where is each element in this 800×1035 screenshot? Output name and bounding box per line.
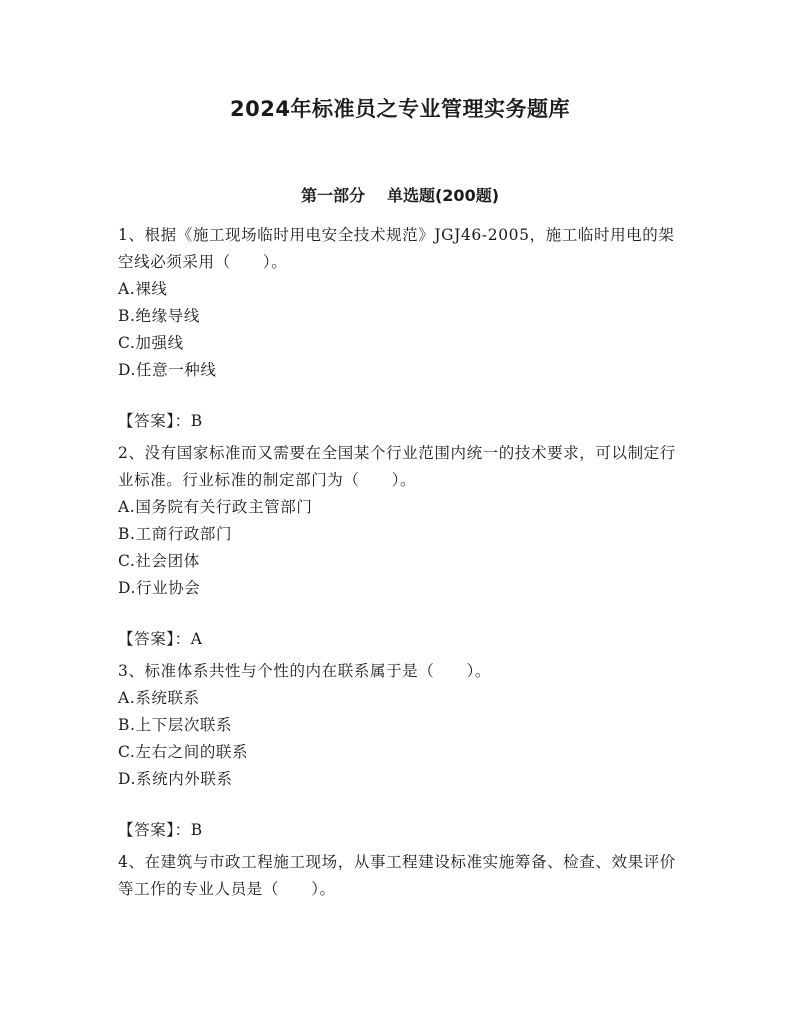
option-b: B.上下层次联系	[118, 716, 233, 734]
option-b: B.工商行政部门	[118, 525, 233, 543]
question-item	[118, 849, 683, 903]
answer-line: 【答案】：A	[118, 630, 203, 648]
question-item	[118, 658, 683, 844]
option-c: C.左右之间的联系	[118, 743, 249, 761]
question-stem: 4、在建筑与市政工程施工现场，从事工程建设标准实施筹备、检查、效果评价等工作的专业人员是（ ）。	[118, 853, 676, 898]
option-d: D.行业协会	[118, 579, 201, 597]
answer-line: 【答案】：B	[118, 821, 203, 839]
answer-line: 【答案】：B	[118, 412, 203, 430]
option-c: C.社会团体	[118, 552, 200, 570]
option-d: D.任意一种线	[118, 361, 217, 379]
option-a: A.裸线	[118, 280, 168, 298]
option-d: D.系统内外联系	[118, 770, 233, 788]
question-stem: 3、标准体系共性与个性的内在联系属于是（ ）。	[118, 662, 492, 680]
question-item	[118, 440, 683, 653]
section-name: 单选题(200题)	[386, 186, 500, 205]
option-c: C.加强线	[118, 334, 184, 352]
section-part: 第一部分	[300, 186, 365, 205]
document-title: 2024年标准员之专业管理实务题库	[230, 97, 570, 121]
option-b: B.绝缘导线	[118, 307, 200, 325]
section-heading	[0, 183, 800, 206]
option-a: A.系统联系	[118, 689, 200, 707]
question-list	[118, 222, 683, 903]
question-item	[118, 222, 683, 435]
question-stem: 1、根据《施工现场临时用电安全技术规范》JGJ46-2005，施工临时用电的架空线必须采用（ ）。	[118, 226, 675, 271]
question-stem: 2、没有国家标准而又需要在全国某个行业范围内统一的技术要求，可以制定行业标准。行业标准的制定部门为（ ）。	[118, 444, 676, 489]
option-a: A.国务院有关行政主管部门	[118, 498, 313, 516]
